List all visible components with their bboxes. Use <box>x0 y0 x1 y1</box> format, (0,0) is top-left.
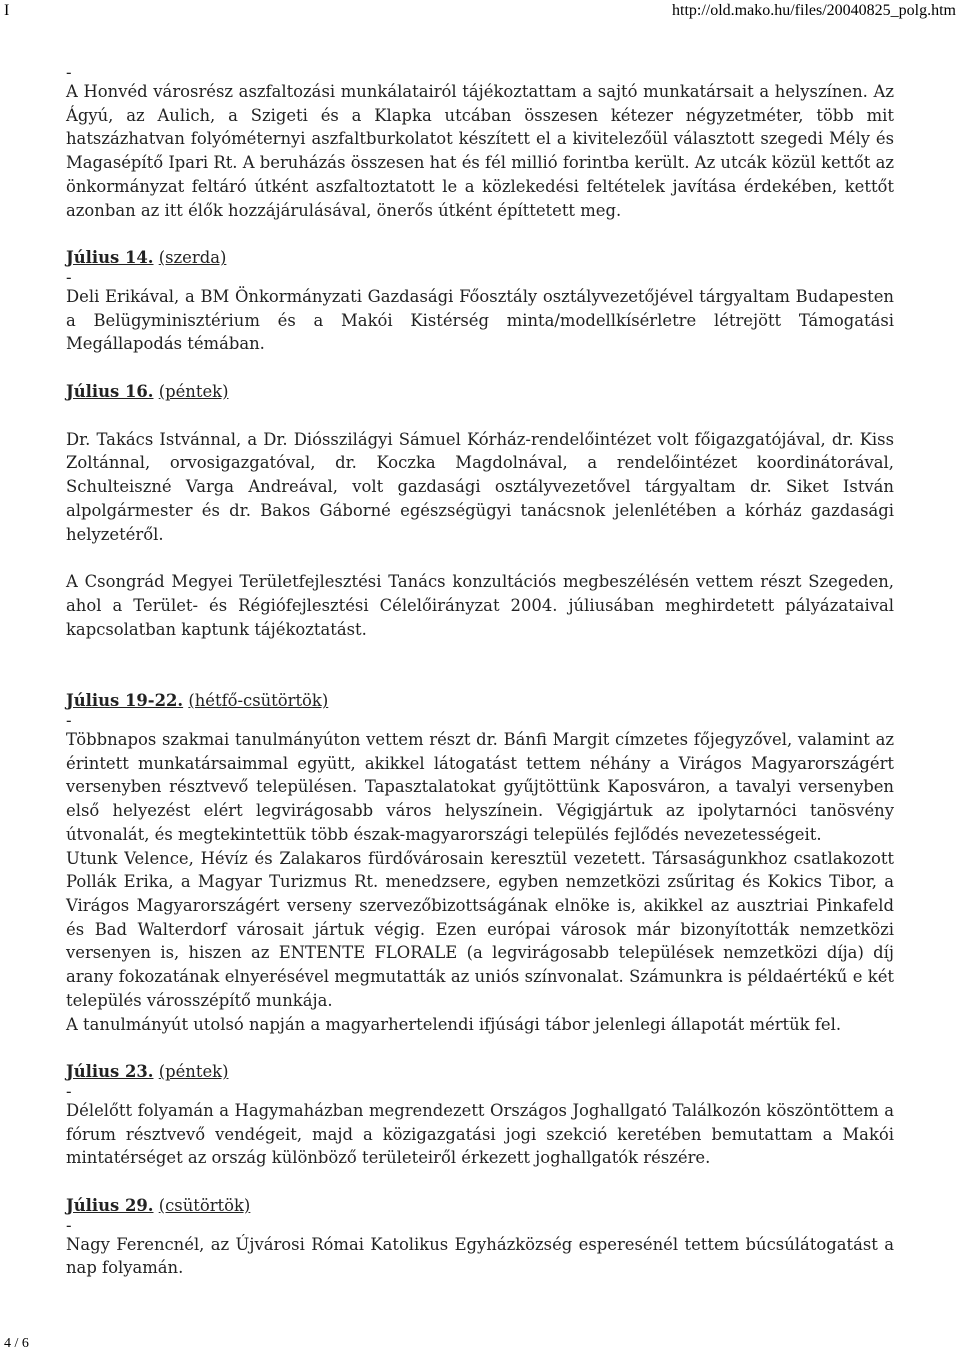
page-header-mark: I <box>4 2 10 19</box>
date-label: Július 29. <box>66 1196 154 1216</box>
date-label: Július 19-22. <box>66 691 184 711</box>
document-body <box>66 65 894 1280</box>
paragraph-jul23: Délelőtt folyamán a Hagymaházban megrendezett Országos Joghallgató Találkozón köszöntöttem a fórum résztvevő vendégeit, majd a közigazgatási jogi szekció keretében bemutattam a Makói mintatérséget az ország különböző területeiről érkezett joghallgatók részére. <box>66 1100 894 1168</box>
paragraph-jul19-study-trip: Többnapos szakmai tanulmányúton vettem részt dr. Bánfi Margit címzetes főjegyzővel, valamint az érintett munkatársaimmal együtt, akikkel látogatást tettem néhány a Virágos Magyarországért versenyben résztvevő településen. Tapasztalatokat gyűjtöttünk Kaposváron, a tavalyi versenyben első helyezést elért legvirágosabb város helyszínein. Végigjártuk az ipolytarnóci tanösvény útvonalát, és megtekintettük több észak-magyarországi település fejlődés nevezetességeit. <box>66 730 894 844</box>
paragraph-jul16-hospital: Dr. Takács Istvánnal, a Dr. Diósszilágyi Sámuel Kórház-rendelőintézet volt főigazgatójával, dr. Kiss Zoltánnal, orvosigazgatóval, dr. Koczka Magdolnával, a rendelőintézet koordinátorával, Schulteiszné Varga Andreával, volt gazdasági osztályvezetővel tárgyaltam dr. Siket István alpolgármester és dr. Bakos Gáborné egészségügyi tanácsnok jelenlétében a kórház gazdasági helyzetéről. <box>66 429 894 544</box>
section-heading-jul29 <box>66 1194 894 1218</box>
paragraph-jul19-route: Utunk Velence, Hévíz és Zalakaros fürdővárosain keresztül vezetett. Társaságunkhoz csatlakozott Pollák Erika, a Magyar Turizmus Rt. menedzsere, egyben nemzetközi zsűritag és Kokics Tibor, a Virágos Magyarországért verseny szervezőbizottságának elnöke is, akikkel az ausztriai Pinkafeld és Bad Walterdorf városait jártuk végig. Ezen európai városok már bizonyították nemzetközi versenyen is, hiszen az ENTENTE FLORALE (a legvirágosabb települések nemzetközi díja) díj arany fokozatának elnyerésével megmutatták az uniós színvonalat. Számunkra is példaértékű e két település városszépítő munkája. <box>66 848 894 1010</box>
paragraph-jul19-last-day: A tanulmányút utolsó napján a magyarhertelendi ifjúsági tábor jelenlegi állapotát mértük fel. <box>66 1014 842 1034</box>
dash-marker: - <box>66 1081 72 1101</box>
dash-marker: - <box>66 1215 72 1235</box>
section-heading-jul23 <box>66 1060 894 1084</box>
weekday-label: (hétfő-csütörtök) <box>188 691 329 711</box>
date-label: Július 23. <box>66 1062 154 1082</box>
weekday-label: (szerda) <box>158 248 227 268</box>
page-header-url: http://old.mako.hu/files/20040825_polg.htm <box>672 2 956 19</box>
paragraph-jul16-csongrad: A Csongrád Megyei Területfejlesztési Tanács konzultációs megbeszélésén vettem részt Szegeden, ahol a Terület- és Régiófejlesztési Célelőirányzat 2004. júliusában meghirdetett pályázataival kapcsolatban kaptunk tájékoztatást. <box>66 572 894 639</box>
weekday-label: (péntek) <box>158 382 229 402</box>
page-number: 4 / 6 <box>4 1336 29 1351</box>
paragraph-jul29: Nagy Ferencnél, az Újvárosi Római Katolikus Egyházközség esperesénél tettem búcsúlátogatást a nap folyamán. <box>66 1234 894 1278</box>
paragraph-jul14: Deli Erikával, a BM Önkormányzati Gazdasági Főosztály osztályvezetőjével tárgyaltam Budapesten a Belügyminisztérium és a Makói Kistérség minta/modellkísérletre létrejött Támogatási Megállapodás témában. <box>66 286 894 354</box>
dash-marker: - <box>66 267 72 287</box>
date-label: Július 14. <box>66 248 154 268</box>
date-label: Július 16. <box>66 382 154 402</box>
weekday-label: (csütörtök) <box>158 1196 251 1216</box>
weekday-label: (péntek) <box>158 1062 229 1082</box>
dash-marker: - <box>66 711 72 731</box>
section-heading-jul16 <box>66 380 894 404</box>
section-heading-jul19 <box>66 689 894 713</box>
paragraph-asphalt: A Honvéd városrész aszfaltozási munkálatairól tájékoztattam a sajtó munkatársait a helyszínen. Az Ágyú, az Aulich, a Szigeti és a Klapka utcában összesen kétezer négyzetméter, több mit hatszázhatvan folyóméternyi aszfaltburkolatot készített el a kivitelezőül választott szegedi Mély és Magasépítő Ipari Rt. A beruházás összesen hat és fél millió forintba került. Az utcák közül kettőt az önkormányzat feltáró útként aszfaltoztatott le a közlekedési feltételek javítása érdekében, kettőt azonban az itt élők hozzájárulásával, önerős útként építtetett meg. <box>66 82 894 220</box>
section-heading-jul14 <box>66 246 894 270</box>
dash-marker: - <box>66 63 72 82</box>
